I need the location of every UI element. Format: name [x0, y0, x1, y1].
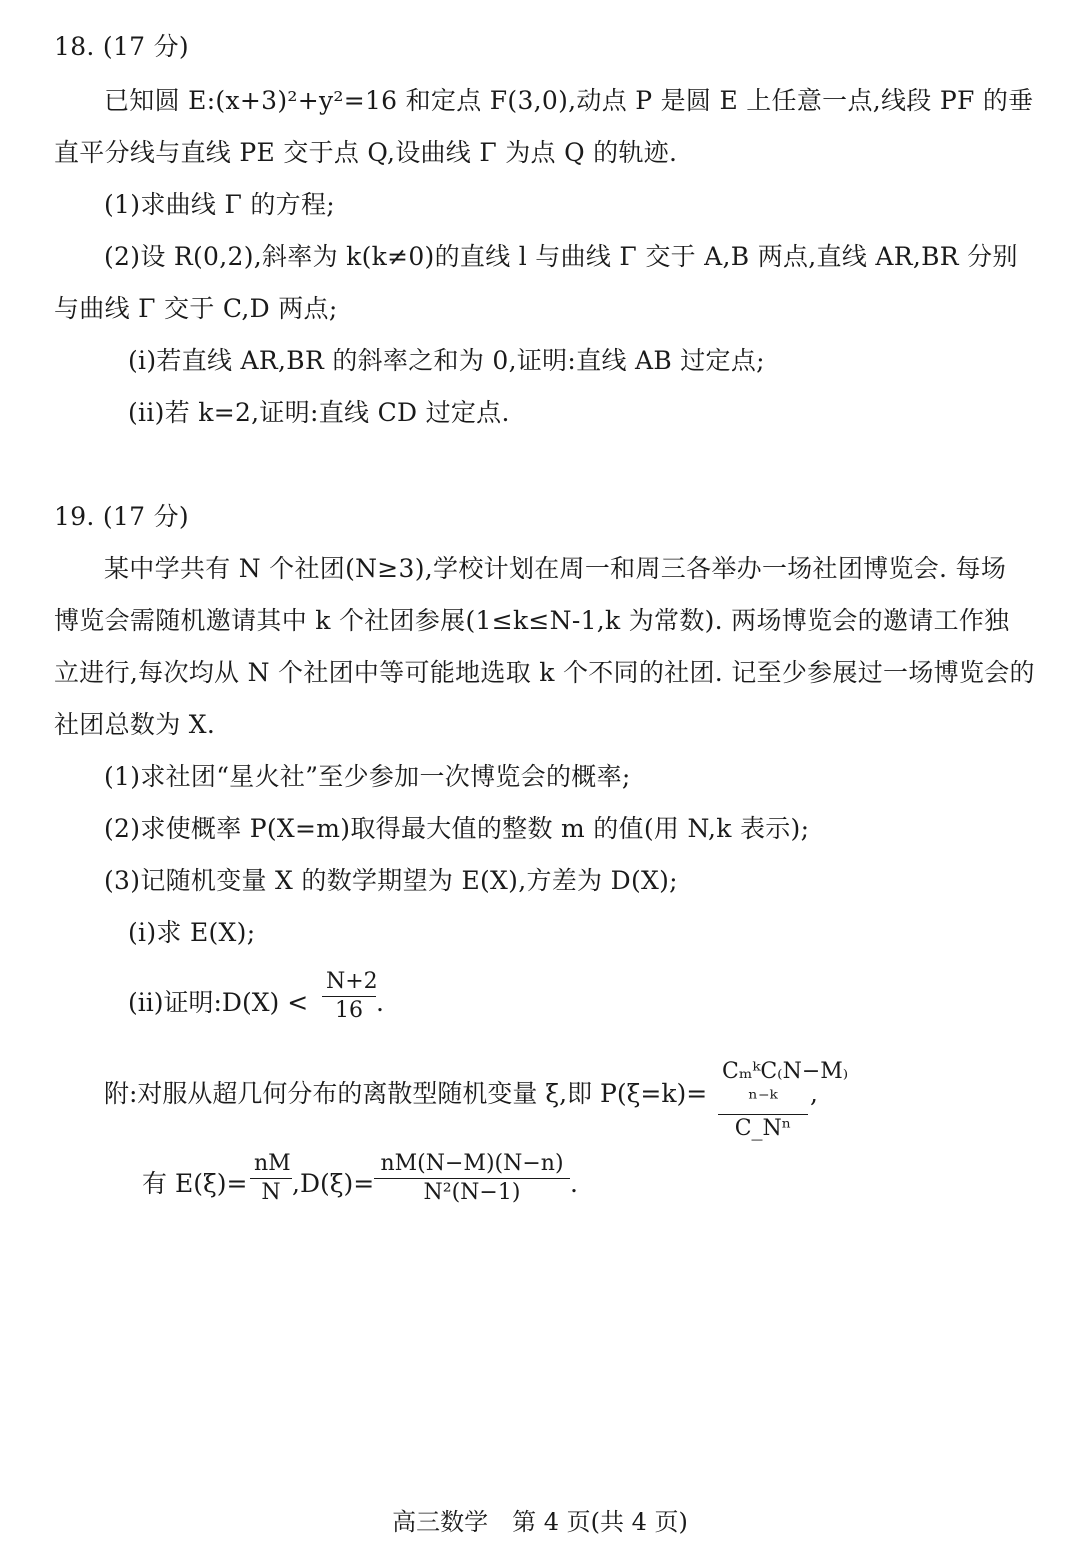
q18-header: 18. (17 分) [54, 32, 189, 61]
q19-stem-line2: 博览会需随机邀请其中 k 个社团参展(1≤k≤N-1,k 为常数). 两场博览会的邀请工作独 [54, 606, 1010, 635]
appendix-fraction [718, 1058, 849, 1143]
fraction-denominator: 16 [335, 998, 363, 1023]
formula-d-prefix: ,D(ξ)= [292, 1169, 375, 1198]
fraction-numerator: nM(N−M)(N−n) [380, 1151, 564, 1176]
fraction-denominator: N [261, 1180, 281, 1205]
fraction-denominator: C_Nⁿ [734, 1116, 792, 1141]
q19-sub-ii-suffix: . [376, 988, 384, 1017]
appendix-prefix: 附:对服从超几何分布的离散型随机变量 ξ,即 P(ξ=k)= [104, 1079, 708, 1108]
q18-sub-ii: (ii)若 k=2,证明:直线 CD 过定点. [128, 398, 510, 427]
formula-e-prefix: 有 E(ξ)= [142, 1169, 248, 1198]
q18-part2-line2: 与曲线 Γ 交于 C,D 两点; [54, 294, 338, 323]
q19-part3: (3)记随机变量 X 的数学期望为 E(X),方差为 D(X); [104, 866, 678, 895]
q18-part1: (1)求曲线 Γ 的方程; [104, 190, 335, 219]
q18-part2-line1: (2)设 R(0,2),斜率为 k(k≠0)的直线 l 与曲线 Γ 交于 A,B 两点,直线 AR,BR 分别 [104, 242, 1018, 271]
q18-stem-line1: 已知圆 E:(x+3)²+y²=16 和定点 F(3,0),动点 P 是圆 E 上任意一点,线段 PF 的垂 [104, 86, 1034, 115]
formula-d-suffix: . [570, 1169, 578, 1198]
q19-sub-i: (i)求 E(X); [128, 918, 256, 947]
q19-header: 19. (17 分) [54, 502, 189, 531]
q19-stem-line1: 某中学共有 N 个社团(N≥3),学校计划在周一和周三各举办一场社团博览会. 每场 [104, 554, 1007, 583]
fraction-numerator: CₘᵏC₍N−M₎ⁿ⁻ᵏ [722, 1059, 849, 1112]
variance-fraction [374, 1150, 570, 1207]
q19-stem-line4: 社团总数为 X. [54, 710, 216, 739]
q18-sub-i: (i)若直线 AR,BR 的斜率之和为 0,证明:直线 AB 过定点; [128, 346, 765, 375]
q18-stem-line2: 直平分线与直线 PE 交于点 Q,设曲线 Γ 为点 Q 的轨迹. [54, 138, 678, 167]
q19-sub-ii-fraction [322, 968, 376, 1025]
q19-part2: (2)求使概率 P(X=m)取得最大值的整数 m 的值(用 N,k 表示); [104, 814, 810, 843]
page-footer: 高三数学 第 4 页(共 4 页) [392, 1508, 688, 1536]
fraction-numerator: nM [254, 1151, 291, 1176]
fraction-denominator: N²(N−1) [423, 1180, 521, 1205]
appendix-suffix: , [810, 1079, 818, 1108]
q19-sub-ii-prefix: (ii)证明:D(X) < [128, 988, 309, 1017]
q19-part1: (1)求社团“星火社”至少参加一次博览会的概率; [104, 762, 631, 791]
expectation-fraction [250, 1150, 292, 1207]
q19-stem-line3: 立进行,每次均从 N 个社团中等可能地选取 k 个不同的社团. 记至少参展过一场博览会的 [54, 658, 1035, 687]
fraction-numerator: N+2 [326, 969, 378, 994]
